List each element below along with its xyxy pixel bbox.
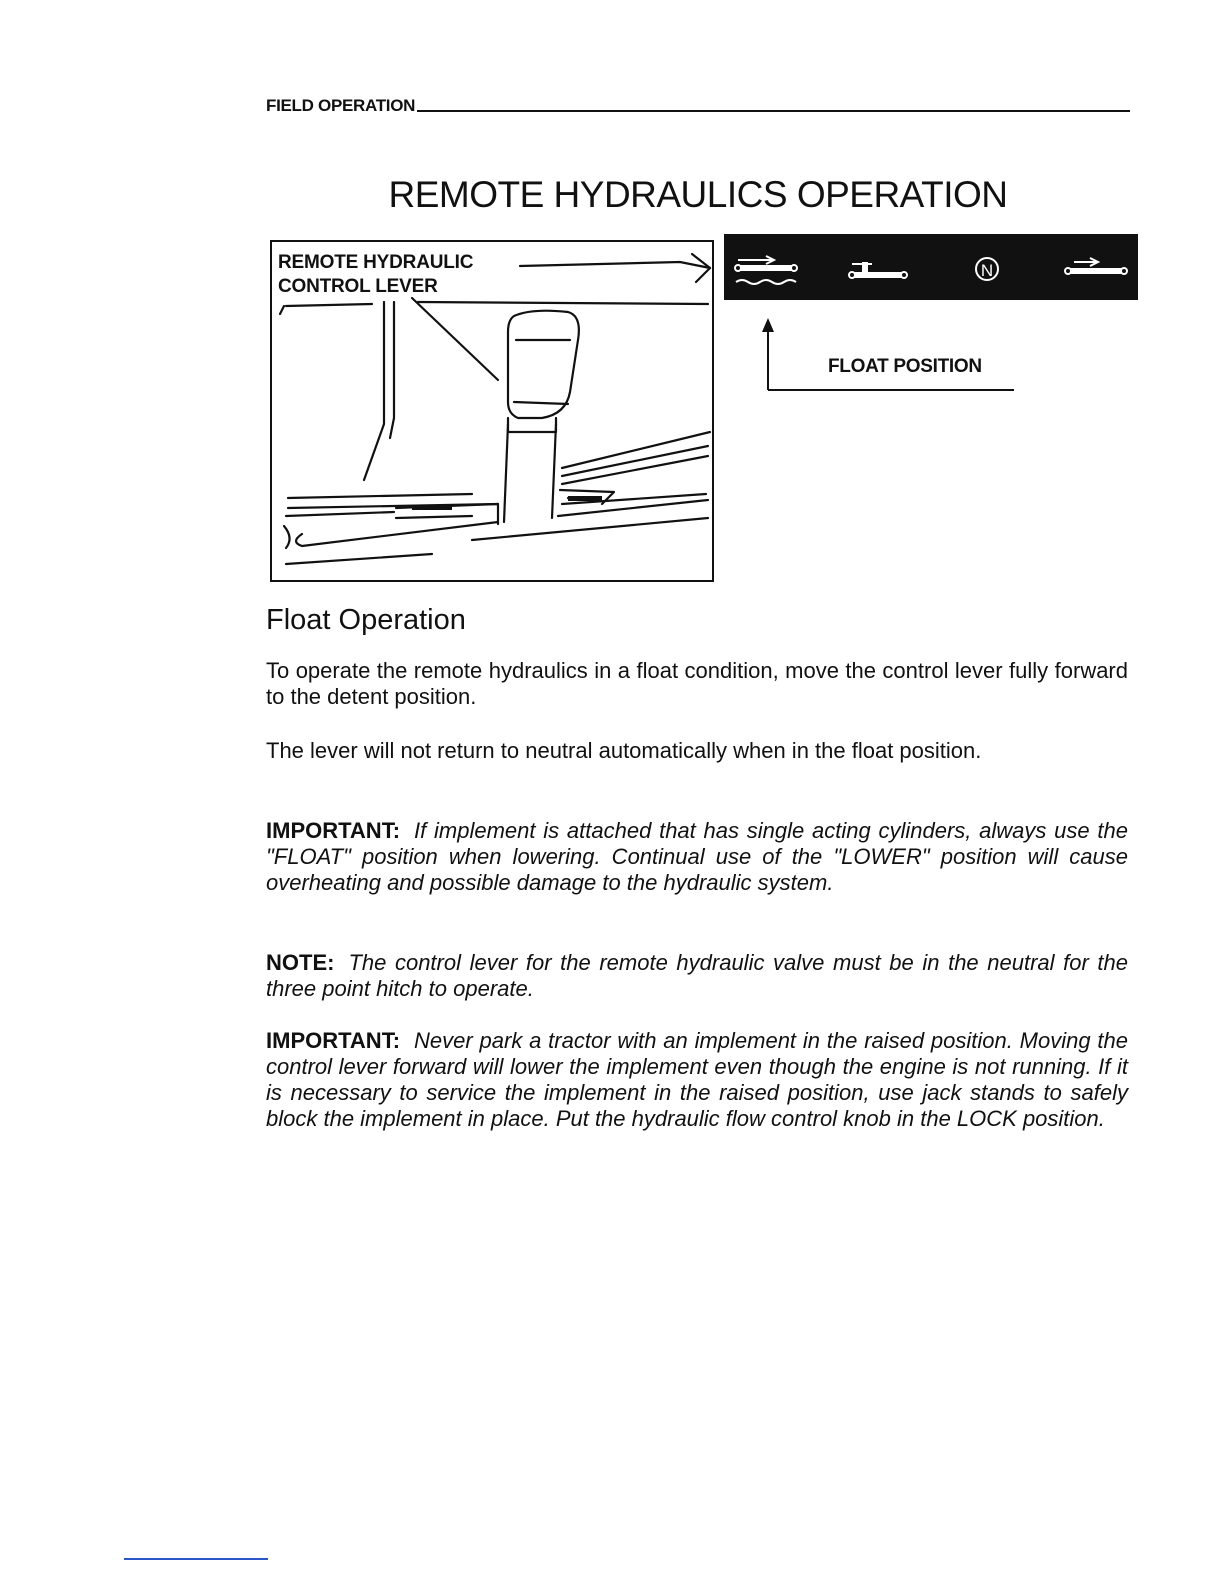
page-header <box>266 92 1130 116</box>
raise-position-icon <box>1065 258 1127 274</box>
page-title: REMOTE HYDRAULICS OPERATION <box>388 174 1008 215</box>
note-body: The control lever for the remote hydraulic valve must be in the neutral for the three point hitch to operate. <box>266 950 1128 1001</box>
important-lead: IMPORTANT: <box>266 818 401 843</box>
important-parking <box>266 1028 1128 1132</box>
section-heading: Float Operation <box>266 604 466 636</box>
lever-position-symbols <box>724 234 1138 300</box>
control-lever-illustration <box>270 240 714 582</box>
figure-label-line2: CONTROL LEVER <box>278 276 438 297</box>
lower-position-icon <box>849 262 907 278</box>
header-rule <box>417 110 1130 112</box>
important-body: If implement is attached that has single acting cylinders, always use the "FLOAT" position when lowering. Continual use of the "LOWER" position will cause overheating and possible damage to the hydraulic system. <box>266 818 1128 895</box>
paragraph-float-instructions: To operate the remote hydraulics in a float condition, move the control lever fully forward to the detent position. <box>266 658 1128 709</box>
figure-label <box>278 251 473 299</box>
neutral-position-icon <box>976 258 998 280</box>
footer-rule <box>124 1558 268 1560</box>
figure-label-line1: REMOTE HYDRAULIC <box>278 252 474 273</box>
note-three-point-hitch <box>266 950 1128 1002</box>
neutral-glyph: N <box>980 261 994 280</box>
paragraph-neutral-note: The lever will not return to neutral automatically when in the float position. <box>266 738 982 763</box>
section-label: FIELD OPERATION <box>266 96 416 115</box>
float-position-icon <box>735 256 797 284</box>
lever-position-strip <box>724 234 1138 300</box>
important-lead: IMPORTANT: <box>266 1028 401 1053</box>
note-lead: NOTE: <box>266 950 335 975</box>
important-body: Never park a tractor with an implement in the raised position. Moving the control lever forward will lower the implement even though the engine is not running. If it is necessary to service the implement in the raised position, use jack stands to safely block the implement in place. Put the hydraulic flow control knob in the LOCK position. <box>266 1028 1128 1131</box>
float-position-label: FLOAT POSITION <box>828 356 982 377</box>
important-single-acting <box>266 818 1128 896</box>
